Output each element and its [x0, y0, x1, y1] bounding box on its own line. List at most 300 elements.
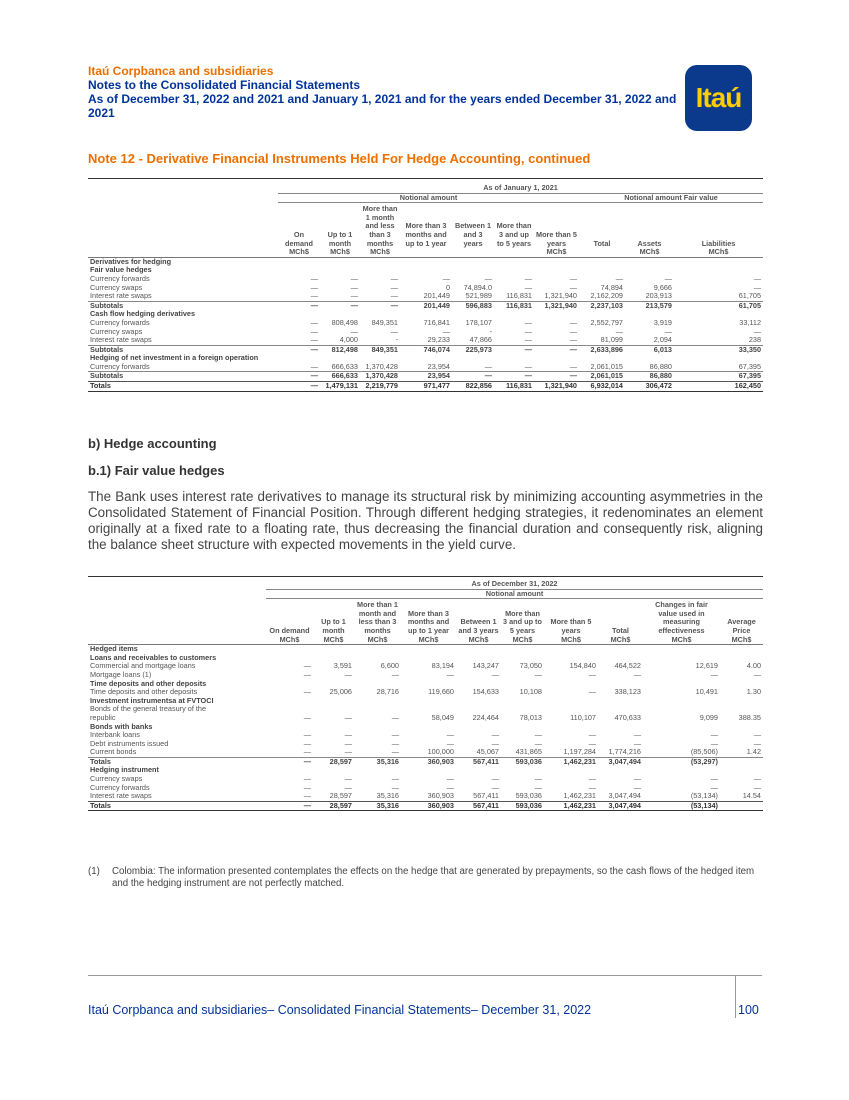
cell-value	[643, 705, 720, 714]
row-label: Mortgage loans (1)	[90, 670, 152, 679]
cell-value: -	[395, 336, 398, 345]
cell-value	[625, 310, 674, 319]
cell-value: —	[588, 731, 596, 740]
cell-value: —	[633, 775, 641, 784]
cell-value: —	[524, 274, 532, 283]
cell-value: 86,880	[649, 362, 672, 371]
cell-value: —	[588, 783, 596, 792]
cell-value: —	[390, 327, 398, 336]
cell-value: —	[569, 362, 577, 371]
cell-value: 73,050	[519, 662, 542, 671]
cell-value: 224,464	[472, 713, 499, 722]
cell-value: 86,880	[625, 372, 674, 382]
cell-value: —	[303, 792, 311, 801]
cell-value	[354, 680, 401, 689]
cell-value: 596,883	[452, 301, 494, 310]
cell-value: 2,552,797	[590, 318, 623, 327]
table-row	[88, 784, 763, 793]
period-label: As of January 1, 2021	[278, 184, 763, 193]
cell-value: 593,036	[515, 792, 542, 801]
table-row	[88, 792, 763, 801]
cell-value: —	[303, 688, 311, 697]
cell-value: —	[446, 670, 454, 679]
cell-value: —	[303, 783, 311, 792]
cell-value: 338,123	[614, 688, 641, 697]
cell-value	[501, 723, 544, 732]
cell-value: —	[303, 662, 311, 671]
cell-value: 23,954	[400, 372, 452, 382]
cell-value: 14.54	[742, 792, 761, 801]
row-label: Currency forwards	[90, 274, 150, 283]
cell-value: 45,067	[476, 748, 499, 757]
cell-value: 201,449	[400, 301, 452, 310]
cell-value: 593,036	[501, 801, 544, 811]
row-label: Commercial and mortgage loans	[90, 662, 196, 671]
logo-text: Itaú	[695, 82, 742, 113]
cell-value: 35,316	[376, 792, 399, 801]
cell-value: 593,036	[501, 757, 544, 766]
cell-value	[354, 705, 401, 714]
cell-value: 10,108	[519, 688, 542, 697]
cell-value: (85,506)	[690, 748, 718, 757]
cell-value: 203,913	[645, 292, 672, 301]
cell-value: 2,061,015	[579, 372, 625, 382]
cell-value: —	[344, 670, 352, 679]
cell-value: 1,479,131	[320, 382, 360, 392]
row-label: Investment instrumentsa at FVTOCI	[90, 696, 214, 705]
table-row	[88, 731, 763, 740]
table-row	[88, 345, 763, 354]
cell-value: 28,597	[313, 757, 354, 766]
cell-value: 1,462,231	[544, 757, 598, 766]
cell-value	[400, 257, 452, 266]
cell-value: —	[278, 372, 320, 382]
table-row	[88, 671, 763, 680]
cell-value: 10,491	[695, 688, 718, 697]
table-row	[88, 654, 763, 663]
cell-value: 716,841	[423, 318, 450, 327]
cell-value: —	[753, 731, 761, 740]
column-header: Up to 1 month	[327, 229, 353, 248]
cell-value: 78,013	[519, 713, 542, 722]
row-label: republic	[90, 713, 116, 722]
unit-label: MCh$	[501, 636, 544, 645]
cell-value	[266, 766, 313, 775]
cell-value: 470,633	[614, 713, 641, 722]
footer-rule	[88, 975, 762, 976]
cell-value: 6,013	[625, 345, 674, 354]
column-header: More than 3 months and up to 1 year	[405, 221, 447, 248]
cell-value: 225,973	[452, 345, 494, 354]
cell-value: 388.35	[738, 713, 761, 722]
cell-value: 812,498	[320, 345, 360, 354]
cell-value: 74,894.0	[463, 283, 492, 292]
column-header: On demand	[269, 625, 310, 635]
cell-value	[534, 257, 579, 266]
cell-value: (53,297)	[643, 757, 720, 766]
unit-label	[494, 248, 534, 257]
cell-value: —	[344, 783, 352, 792]
cell-value: 1,774,216	[608, 748, 641, 757]
group-fair: Notional amount Fair value	[579, 193, 763, 203]
cell-value: —	[310, 292, 318, 301]
cell-value: —	[278, 345, 320, 354]
row-label: Currency forwards	[90, 362, 150, 371]
group-notional: Notional amount	[266, 589, 763, 599]
cell-value	[360, 310, 400, 319]
cell-value	[456, 723, 501, 732]
cell-value	[354, 697, 401, 706]
row-label: Derivatives for hedging	[90, 257, 172, 266]
cell-value	[494, 266, 534, 275]
table-row	[88, 266, 763, 275]
cell-value: —	[344, 748, 352, 757]
cell-value	[598, 654, 643, 663]
cell-value: —	[524, 362, 532, 371]
cell-value	[278, 266, 320, 275]
cell-value: 58,049	[431, 713, 454, 722]
cell-value	[544, 766, 598, 775]
table-row	[88, 766, 763, 775]
cell-value	[452, 354, 494, 363]
cell-value	[278, 257, 320, 266]
cell-value	[354, 723, 401, 732]
cell-value	[720, 680, 763, 689]
cell-value: —	[344, 775, 352, 784]
table-row	[88, 662, 763, 671]
cell-value: 100,000	[427, 748, 454, 757]
cell-value	[401, 697, 456, 706]
cell-value: —	[310, 318, 318, 327]
column-header: Up to 1 month	[321, 617, 346, 635]
cell-value	[643, 645, 720, 654]
row-label: Hedged items	[90, 644, 138, 654]
cell-value	[320, 354, 360, 363]
cell-value	[320, 257, 360, 266]
cell-value: —	[320, 301, 360, 310]
cell-value	[456, 645, 501, 654]
cell-value: 2,219,779	[360, 382, 400, 392]
column-header: More than 1 month and less than 3 months	[357, 600, 398, 635]
cell-value	[598, 697, 643, 706]
cell-value	[266, 697, 313, 706]
cell-value: 567,411	[456, 757, 501, 766]
column-header: More than 3 and up to 5 years	[503, 608, 542, 635]
cell-value	[266, 654, 313, 663]
cell-value	[452, 266, 494, 275]
cell-value: 3,047,494	[598, 757, 643, 766]
row-label: Subtotals	[88, 301, 278, 310]
cell-value: 849,351	[371, 318, 398, 327]
cell-value: 9,666	[653, 283, 672, 292]
cell-value: —	[391, 713, 399, 722]
cell-value: —	[391, 783, 399, 792]
cell-value	[720, 654, 763, 663]
cell-value	[625, 266, 674, 275]
column-header: Total	[593, 238, 611, 248]
table-row	[88, 645, 763, 654]
cell-value: —	[710, 783, 718, 792]
unit-label: MCh$	[544, 636, 598, 645]
cell-value: 3,047,494	[608, 792, 641, 801]
cell-value	[674, 266, 763, 275]
cell-value: —	[753, 783, 761, 792]
row-label: Currency swaps	[90, 327, 143, 336]
cell-value	[501, 680, 544, 689]
cell-value	[579, 354, 625, 363]
table-row	[88, 697, 763, 706]
cell-value	[360, 354, 400, 363]
cell-value	[494, 310, 534, 319]
period-label: As of December 31, 2022	[266, 580, 763, 589]
cell-value: 3,591	[333, 662, 352, 671]
cell-value: —	[633, 739, 641, 748]
period-spacer	[88, 184, 278, 193]
period-spacer	[88, 580, 266, 589]
cell-value	[354, 645, 401, 654]
cell-value	[579, 310, 625, 319]
cell-value: (53,134)	[690, 792, 718, 801]
cell-value: 2,061,015	[590, 362, 623, 371]
cell-value: 1.42	[746, 748, 761, 757]
cell-value: —	[390, 283, 398, 292]
cell-value	[266, 723, 313, 732]
cell-value: 12,619	[695, 662, 718, 671]
table1-top-rule	[88, 178, 763, 179]
footnote-text: Colombia: The information presented contemplates the effects on the hedge that are generated by prepayments, so the cash flows of the hedged item and the hedging instrument are not perfectly matched.	[112, 866, 755, 889]
cell-value	[643, 723, 720, 732]
cell-value: —	[310, 283, 318, 292]
cell-value	[674, 257, 763, 266]
cell-value: —	[391, 731, 399, 740]
cell-value: 35,316	[354, 801, 401, 811]
section-hedge-accounting: b) Hedge accounting	[88, 436, 217, 451]
group-row	[88, 589, 763, 599]
table-row	[88, 680, 763, 689]
cell-value: 154,633	[472, 688, 499, 697]
table-row	[88, 310, 763, 319]
cell-value: —	[524, 336, 532, 345]
cell-value	[320, 310, 360, 319]
group-notional: Notional amount	[278, 193, 579, 203]
cell-value: (53,134)	[643, 801, 720, 811]
row-label: Totals	[88, 382, 278, 392]
footer-divider	[735, 975, 736, 1018]
row-label: Totals	[88, 757, 266, 766]
cell-value: 201,449	[423, 292, 450, 301]
cell-value	[625, 257, 674, 266]
cell-value	[354, 654, 401, 663]
cell-value: 666,633	[331, 362, 358, 371]
column-header: Average Price	[727, 617, 756, 635]
fair-value-paragraph: The Bank uses interest rate derivatives to manage its structural risk by minimizing accounting asymmetries in the Consolidated Statement of Financial Position. Through different hedging strategies, it redenominates an element originally at a fixed rate to a floating rate, thus decreasing the financial duration and consequently risk, aligning the balance sheet structure with expected movements in the yield curve.	[88, 489, 763, 552]
cell-value: 2,094	[653, 336, 672, 345]
unit-label: MCh$	[401, 636, 456, 645]
cell-value	[456, 697, 501, 706]
period-row	[88, 184, 763, 193]
cell-value	[720, 801, 763, 811]
unit-label: MCh$	[320, 248, 360, 257]
cell-value	[643, 697, 720, 706]
units-row	[88, 636, 763, 645]
cell-value: —	[534, 783, 542, 792]
cell-value	[401, 766, 456, 775]
cell-value	[534, 354, 579, 363]
cell-value: —	[446, 775, 454, 784]
cell-value: —	[588, 670, 596, 679]
unit-label: MCh$	[720, 636, 763, 645]
unit-label: MCh$	[456, 636, 501, 645]
cell-value	[266, 645, 313, 654]
column-header: More than 3 and up to 5 years	[496, 221, 532, 248]
table-row	[88, 336, 763, 345]
cell-value: 822,856	[452, 382, 494, 392]
table-row	[88, 757, 763, 766]
cell-value: 116,831	[506, 292, 532, 301]
cell-value	[643, 680, 720, 689]
cell-value	[544, 645, 598, 654]
cell-value: 47,866	[469, 336, 492, 345]
row-label: Interbank loans	[90, 731, 140, 740]
cell-value	[625, 354, 674, 363]
cell-value	[544, 680, 598, 689]
cell-value	[266, 705, 313, 714]
cell-value: 567,411	[456, 801, 501, 811]
cell-value: —	[278, 382, 320, 392]
table-row	[88, 284, 763, 293]
unit-label: MCh$	[266, 636, 313, 645]
cell-value	[643, 766, 720, 775]
column-header-row	[88, 203, 763, 248]
column-header: More than 1 month and less than 3 months	[362, 204, 398, 248]
cell-value: —	[350, 292, 358, 301]
cell-value: 1,197,284	[563, 748, 596, 757]
row-label: Loans and receivables to customers	[90, 653, 217, 662]
cell-value	[720, 757, 763, 766]
cell-value: —	[391, 775, 399, 784]
row-label: Bonds with banks	[90, 722, 153, 731]
row-label: Subtotals	[88, 372, 278, 382]
table-row	[88, 723, 763, 732]
cell-value: —	[569, 283, 577, 292]
cell-value	[598, 680, 643, 689]
cell-value	[400, 310, 452, 319]
cell-value: —	[278, 301, 320, 310]
cell-value	[674, 354, 763, 363]
cell-value: 360,903	[427, 792, 454, 801]
cell-value: —	[344, 731, 352, 740]
column-header-row	[88, 599, 763, 636]
cell-value: 110,107	[570, 713, 596, 722]
row-label: Totals	[88, 801, 266, 811]
cell-value: —	[310, 362, 318, 371]
cell-value: —	[710, 670, 718, 679]
cell-value: 666,633	[320, 372, 360, 382]
cell-value: —	[390, 274, 398, 283]
cell-value: 35,316	[354, 757, 401, 766]
cell-value: —	[524, 327, 532, 336]
column-header: More than 5 years	[536, 229, 577, 248]
table-row	[88, 257, 763, 266]
table-row	[88, 275, 763, 284]
cell-value	[401, 680, 456, 689]
cell-value: 3,919	[653, 318, 672, 327]
cell-value: —	[344, 739, 352, 748]
cell-value: 178,107	[465, 318, 492, 327]
cell-value	[720, 766, 763, 775]
unit-label: MCh$	[313, 636, 354, 645]
cell-value	[456, 654, 501, 663]
table-row	[88, 301, 763, 310]
cell-value: —	[446, 783, 454, 792]
row-label: Bonds of the general treasury of the	[90, 705, 207, 714]
cell-value: —	[350, 283, 358, 292]
cell-value	[456, 766, 501, 775]
cell-value: —	[391, 739, 399, 748]
cell-value: —	[534, 670, 542, 679]
cell-value: —	[350, 274, 358, 283]
company-name: Itaú Corpbanca and subsidiaries	[88, 64, 274, 78]
footnote-number: (1)	[88, 866, 100, 877]
table-row	[88, 363, 763, 372]
cell-value: 971,477	[400, 382, 452, 392]
cell-value: —	[710, 739, 718, 748]
cell-value: 9,099	[699, 713, 718, 722]
unit-label: MCh$	[643, 636, 720, 645]
cell-value: —	[615, 327, 623, 336]
table-row	[88, 775, 763, 784]
cell-value: 162,450	[674, 382, 763, 392]
cell-value	[313, 654, 354, 663]
cell-value	[360, 266, 400, 275]
cell-value: 25,006	[329, 688, 352, 697]
header-spacer	[88, 203, 278, 248]
document-header	[88, 64, 688, 120]
cell-value: —	[484, 362, 492, 371]
cell-value: 1,462,231	[544, 801, 598, 811]
cell-value: —	[494, 372, 534, 382]
cell-value: —	[753, 775, 761, 784]
cell-value	[401, 705, 456, 714]
cell-value: —	[664, 327, 672, 336]
header-spacer	[88, 599, 266, 636]
cell-value: —	[524, 318, 532, 327]
cell-value: 1,370,428	[360, 372, 400, 382]
cell-value: —	[446, 731, 454, 740]
unit-label: MCh$	[674, 248, 763, 257]
cell-value	[400, 266, 452, 275]
cell-value	[579, 266, 625, 275]
cell-value: —	[710, 731, 718, 740]
row-label: Interest rate swaps	[90, 292, 152, 301]
cell-value: 1,370,428	[365, 362, 398, 371]
cell-value: —	[534, 775, 542, 784]
unit-label: MCh$	[625, 248, 674, 257]
table-row	[88, 705, 763, 714]
cell-value: —	[303, 739, 311, 748]
note-title: Note 12 - Derivative Financial Instruments Held For Hedge Accounting, continued	[88, 151, 591, 166]
table-row	[88, 688, 763, 697]
cell-value: 23,954	[427, 362, 450, 371]
row-label: Currency swaps	[90, 775, 143, 784]
cell-value: —	[310, 274, 318, 283]
cell-value: -	[489, 327, 492, 336]
cell-value: —	[588, 739, 596, 748]
row-label: Currency forwards	[90, 783, 150, 792]
table-row	[88, 372, 763, 382]
row-label: Currency swaps	[90, 283, 143, 292]
cell-value: —	[534, 372, 579, 382]
